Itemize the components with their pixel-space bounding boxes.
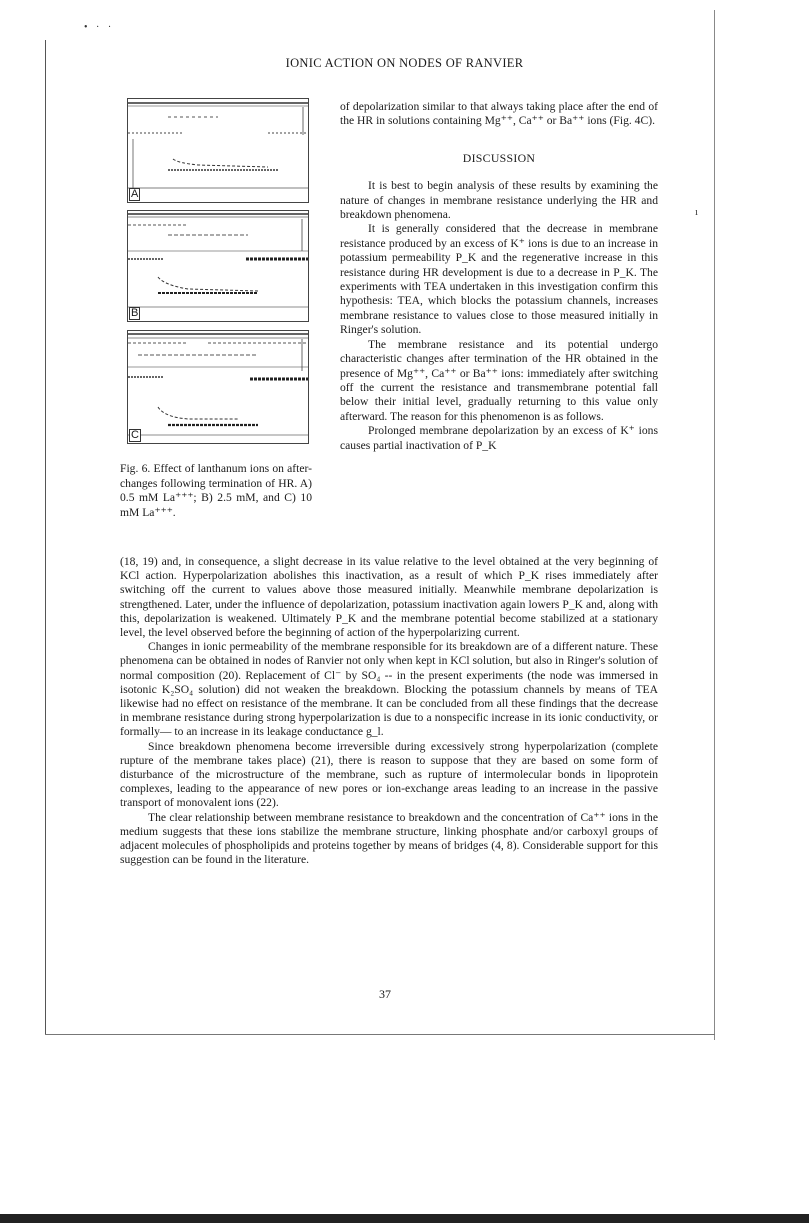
page-border-bottom — [45, 1034, 715, 1035]
oscillogram-a — [128, 99, 308, 202]
panel-label-a: A — [131, 188, 139, 200]
paragraph: The membrane resistance and its potential undergo characteristic changes after termination of the HR obtained in the presence of Mg⁺⁺, Ca⁺⁺ or Ba⁺⁺ ions: immediately after switching off the current the resistance and transmembrane potential fall below their initial level, gradually returning to this value only afterward. The reason for this phenomenon is as follows. — [340, 337, 658, 423]
paragraph: It is best to begin analysis of these results by examining the nature of changes in membrane resistance underlying the HR and breakdown phenomena. — [340, 179, 658, 222]
paragraph: It is generally considered that the decrease in membrane resistance produced by an excess of K⁺ ions is due to an increase in potassium permeability P_K and the regenerative increase in this resistance during HR development is due to a decrease in P_K. The experiments with TEA undertaken in this investigation confirm this hypothesis: TEA, which blocks the potassium channels, increases membrane resistance to values close to those measured initially in Ringer's solution. — [340, 222, 658, 337]
page-border-right — [714, 10, 715, 1040]
figure-6 — [127, 98, 307, 443]
right-column — [340, 100, 658, 453]
running-head: IONIC ACTION ON NODES OF RANVIER — [285, 56, 524, 70]
paragraph: The clear relationship between membrane resistance to breakdown and the concentration of Ca⁺⁺ ions in the medium suggests that these ions stabilize the membrane structure, linking phosphate and/or carboxyl groups of adjacent molecules of phospholipids and proteins together by means of bridges (4, 8). Considerable support for this suggestion can be found in the literature. — [120, 810, 658, 867]
paragraph: (18, 19) and, in consequence, a slight decrease in its value relative to the level obtained at the very beginning of KCl action. Hyperpolarization abolishes this inactivation, as a result of which P_K rises immediately after switching off the current to values above those measured initially. Meanwhile membrane depolarization is strengthened. Later, under the influence of depolarization, potassium inactivation again lowers P_K and, along with this, depolarization is weakened. Ultimately P_K and the membrane potential become stabilized at a stationary level, the level observed before the beginning of action of the hyperpolarizing current. — [120, 555, 658, 640]
full-width-text — [120, 555, 658, 867]
corner-marks: • · · — [84, 22, 115, 33]
margin-tick: ı — [695, 206, 699, 218]
paragraph: Changes in ionic permeability of the membrane responsible for its breakdown are of a different nature. These phenomena can be obtained in nodes of Ranvier not only when kept in KCl solution, but also in Ringer's solution of normal composition (20). Replacement of Cl⁻ by SO₄ -- in the present experiments (the node was immersed in isotonic K₂SO₄ solution) did not weaken the breakdown. Blocking the potassium channels by means of TEA likewise had no effect on resistance of the membrane. It can be concluded from all these findings that the decrease in membrane resistance during strong hyperpolarization is due to a nonspecific increase in its ionic conductivity, or formally— to an increase in its leakage conductance g_l. — [120, 640, 658, 739]
continuation-paragraph: of depolarization similar to that always taking place after the end of the HR in solutions containing Mg⁺⁺, Ca⁺⁺ or Ba⁺⁺ ions (Fig. 4C). — [340, 100, 658, 128]
paragraph: Prolonged membrane depolarization by an excess of K⁺ ions causes partial inactivation of P_K — [340, 424, 658, 452]
paragraph: Since breakdown phenomena become irreversible during excessively strong hyperpolarization (complete rupture of the membrane takes place) (21), there is reason to suppose that they are based on some form of disturbance of the microstructure of the membrane, such as rupture of intermolecular bonds in lipoprotein complexes, leading to the appearance of new pores or ion-exchange areas leading to an increase in the passive transport of monovalent ions (22). — [120, 739, 658, 810]
panel-label-c: C — [131, 429, 139, 441]
panel-label-b: B — [131, 307, 139, 319]
figure-panel-b — [127, 210, 309, 322]
oscillogram-b — [128, 211, 308, 321]
figure-panel-c — [127, 330, 309, 444]
figure-panel-a — [127, 98, 309, 203]
oscillogram-c — [128, 331, 308, 443]
page-border-left — [45, 40, 46, 1035]
page-number: 37 — [379, 987, 391, 1001]
scan-edge — [0, 1214, 809, 1223]
figure-caption: Fig. 6. Effect of lanthanum ions on after-changes following termination of HR. A) 0.5 mM La⁺⁺⁺; B) 2.5 mM, and C) 10 mM La⁺⁺⁺. — [120, 462, 312, 519]
section-heading: DISCUSSION — [462, 150, 536, 165]
